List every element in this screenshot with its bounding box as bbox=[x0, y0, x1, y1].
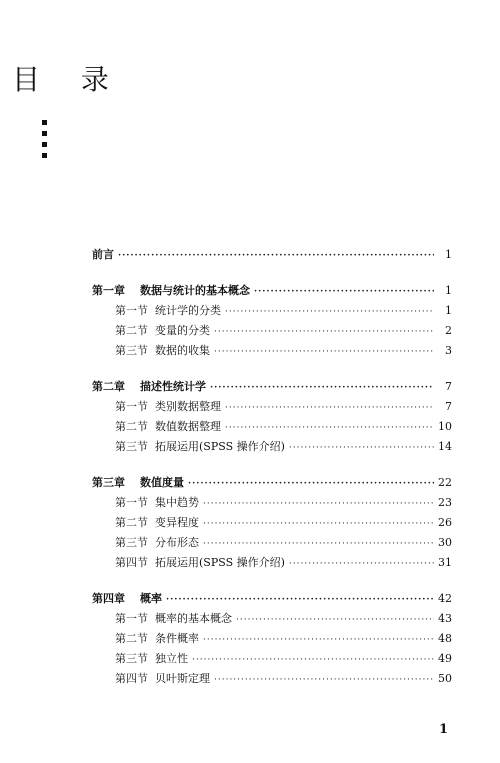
dot-leader bbox=[214, 322, 434, 342]
toc-section-entry[interactable] bbox=[92, 493, 452, 513]
toc-chapter-entry[interactable] bbox=[92, 473, 452, 493]
chapter-title: 描述性统计学 bbox=[140, 380, 206, 393]
toc-entry-preface[interactable] bbox=[92, 245, 452, 265]
square-mark-icon bbox=[42, 153, 47, 158]
toc-section-entry[interactable] bbox=[92, 513, 452, 533]
section-number: 第二节 bbox=[115, 632, 148, 645]
toc-chapter-entry[interactable] bbox=[92, 281, 452, 301]
dot-leader bbox=[203, 534, 434, 554]
dot-leader bbox=[118, 246, 434, 266]
section-number: 第三节 bbox=[115, 652, 148, 665]
square-mark-icon bbox=[42, 142, 47, 147]
section-number: 第四节 bbox=[115, 556, 148, 569]
toc-preface bbox=[92, 245, 452, 265]
section-title: 变量的分类 bbox=[155, 324, 210, 337]
dot-leader bbox=[225, 302, 434, 322]
section-title: 拓展运用(SPSS 操作介绍) bbox=[155, 556, 285, 569]
toc-chapter-3 bbox=[92, 473, 452, 573]
chapter-number: 第三章 bbox=[92, 476, 125, 489]
dot-leader bbox=[236, 610, 434, 630]
page-number: 3 bbox=[445, 344, 452, 357]
toc-chapter-1 bbox=[92, 281, 452, 361]
section-number: 第一节 bbox=[115, 496, 148, 509]
page-number: 30 bbox=[438, 536, 452, 549]
toc-section-entry[interactable] bbox=[92, 397, 452, 417]
chapter-title: 数据与统计的基本概念 bbox=[140, 284, 250, 297]
page-title: 目 录 bbox=[12, 63, 125, 96]
section-title: 概率的基本概念 bbox=[155, 612, 232, 625]
dot-leader bbox=[192, 650, 434, 670]
toc-chapter-entry[interactable] bbox=[92, 589, 452, 609]
page-number: 48 bbox=[438, 632, 452, 645]
section-number: 第二节 bbox=[115, 516, 148, 529]
section-number: 第一节 bbox=[115, 612, 148, 625]
dot-leader bbox=[188, 474, 434, 494]
page-number: 31 bbox=[438, 556, 452, 569]
section-number: 第二节 bbox=[115, 420, 148, 433]
toc-chapter-2 bbox=[92, 377, 452, 457]
section-title: 数据的收集 bbox=[155, 344, 210, 357]
decorative-square-marks bbox=[42, 120, 47, 164]
page-number: 43 bbox=[438, 612, 452, 625]
section-number: 第一节 bbox=[115, 400, 148, 413]
page-number: 1 bbox=[445, 284, 452, 297]
section-title: 贝叶斯定理 bbox=[155, 672, 210, 685]
section-number: 第一节 bbox=[115, 304, 148, 317]
toc-section-entry[interactable] bbox=[92, 437, 452, 457]
dot-leader bbox=[225, 418, 434, 438]
section-title: 数值数据整理 bbox=[155, 420, 221, 433]
section-title: 统计学的分类 bbox=[155, 304, 221, 317]
page-number: 10 bbox=[438, 420, 452, 433]
folio-page-number: 1 bbox=[438, 722, 448, 737]
section-number: 第四节 bbox=[115, 672, 148, 685]
page-number: 42 bbox=[438, 592, 452, 605]
page-number: 2 bbox=[445, 324, 452, 337]
dot-leader bbox=[214, 342, 434, 362]
chapter-title: 概率 bbox=[140, 592, 162, 605]
section-title: 条件概率 bbox=[155, 632, 199, 645]
square-mark-icon bbox=[42, 131, 47, 136]
toc-section-entry[interactable] bbox=[92, 301, 452, 321]
dot-leader bbox=[203, 630, 434, 650]
section-title: 集中趋势 bbox=[155, 496, 199, 509]
toc-section-entry[interactable] bbox=[92, 649, 452, 669]
chapter-number: 第一章 bbox=[92, 284, 125, 297]
toc-section-entry[interactable] bbox=[92, 321, 452, 341]
page-number: 7 bbox=[445, 400, 452, 413]
page-number: 23 bbox=[438, 496, 452, 509]
section-title: 拓展运用(SPSS 操作介绍) bbox=[155, 440, 285, 453]
section-title: 变异程度 bbox=[155, 516, 199, 529]
page-number: 26 bbox=[438, 516, 452, 529]
section-title: 独立性 bbox=[155, 652, 188, 665]
section-number: 第三节 bbox=[115, 344, 148, 357]
toc-section-entry[interactable] bbox=[92, 609, 452, 629]
chapter-number: 第四章 bbox=[92, 592, 125, 605]
page-number: 1 bbox=[445, 248, 452, 261]
page-number: 49 bbox=[438, 652, 452, 665]
dot-leader bbox=[289, 438, 434, 458]
dot-leader bbox=[210, 378, 434, 398]
square-mark-icon bbox=[42, 120, 47, 125]
page-number: 50 bbox=[438, 672, 452, 685]
section-number: 第三节 bbox=[115, 440, 148, 453]
dot-leader bbox=[203, 494, 434, 514]
dot-leader bbox=[289, 554, 434, 574]
toc-section-entry[interactable] bbox=[92, 629, 452, 649]
section-title: 分布形态 bbox=[155, 536, 199, 549]
dot-leader bbox=[166, 590, 434, 610]
dot-leader bbox=[214, 670, 434, 690]
table-of-contents bbox=[92, 245, 452, 705]
dot-leader bbox=[254, 282, 434, 302]
page-number: 1 bbox=[445, 304, 452, 317]
entry-title: 前言 bbox=[92, 248, 114, 261]
page-number: 14 bbox=[438, 440, 452, 453]
toc-section-entry[interactable] bbox=[92, 669, 452, 689]
dot-leader bbox=[225, 398, 434, 418]
section-number: 第三节 bbox=[115, 536, 148, 549]
dot-leader bbox=[203, 514, 434, 534]
section-number: 第二节 bbox=[115, 324, 148, 337]
toc-section-entry[interactable] bbox=[92, 553, 452, 573]
section-title: 类别数据整理 bbox=[155, 400, 221, 413]
toc-section-entry[interactable] bbox=[92, 341, 452, 361]
toc-chapter-entry[interactable] bbox=[92, 377, 452, 397]
page-number: 7 bbox=[445, 380, 452, 393]
toc-section-entry[interactable] bbox=[92, 533, 452, 553]
toc-section-entry[interactable] bbox=[92, 417, 452, 437]
page-number: 22 bbox=[438, 476, 452, 489]
chapter-title: 数值度量 bbox=[140, 476, 184, 489]
chapter-number: 第二章 bbox=[92, 380, 125, 393]
toc-chapter-4 bbox=[92, 589, 452, 689]
